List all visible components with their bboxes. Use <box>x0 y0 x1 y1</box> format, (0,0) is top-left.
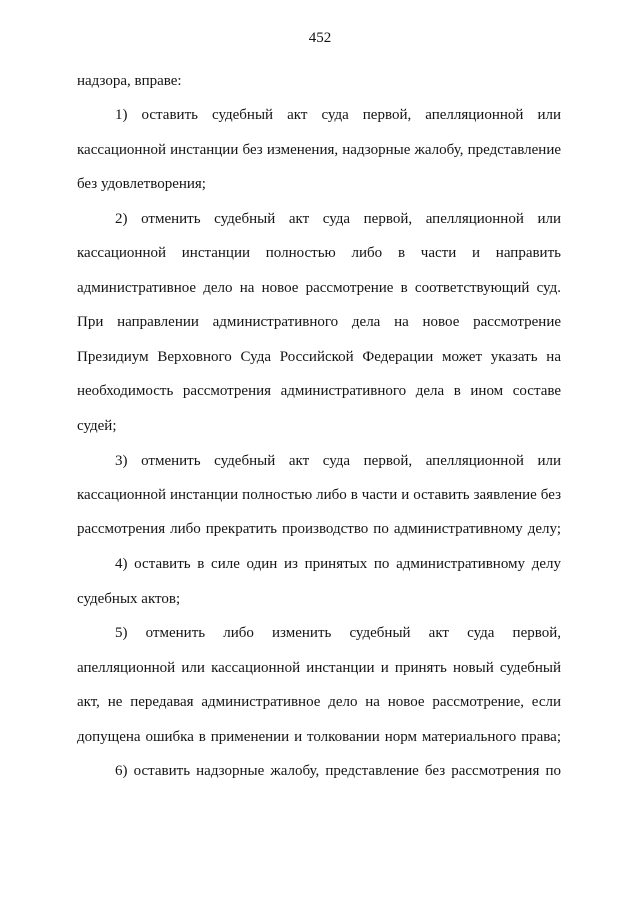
text-line: 6) оставить надзорные жалобу, представление без рассмотрения по <box>115 763 561 779</box>
text-line: надзора, вправе: <box>77 73 182 89</box>
page-number: 452 <box>308 30 332 46</box>
text-line: необходимость рассмотрения административного дела в ином составе <box>77 383 561 399</box>
text-line: судей; <box>77 418 117 434</box>
text-line: акт, не передавая административное дело на новое рассмотрение, если <box>77 694 561 710</box>
text-line: 2) отменить судебный акт суда первой, апелляционной или <box>115 211 561 227</box>
text-line: административное дело на новое рассмотрение в соответствующий суд. <box>77 280 561 296</box>
text-line: кассационной инстанции без изменения, надзорные жалобу, представление <box>77 142 561 158</box>
text-line: судебных актов; <box>77 591 181 607</box>
text-line: рассмотрения либо прекратить производство по административному делу; <box>77 521 561 537</box>
text-line: 3) отменить судебный акт суда первой, апелляционной или <box>115 453 561 469</box>
text-line: Президиум Верховного Суда Российской Федерации может указать на <box>77 349 561 365</box>
text-line: 4) оставить в силе один из принятых по административному делу <box>115 556 561 572</box>
text-line: без удовлетворения; <box>77 176 206 192</box>
text-line: кассационной инстанции полностью либо в части и направить <box>77 245 561 261</box>
text-line: апелляционной или кассационной инстанции и принять новый судебный <box>77 660 561 676</box>
text-line: 5) отменить либо изменить судебный акт суда первой, <box>115 625 561 641</box>
text-line: кассационной инстанции полностью либо в части и оставить заявление без <box>77 487 561 503</box>
text-line: допущена ошибка в применении и толковании норм материального права; <box>77 729 561 745</box>
text-line: При направлении административного дела на новое рассмотрение <box>77 314 561 330</box>
text-line: 1) оставить судебный акт суда первой, апелляционной или <box>115 107 561 123</box>
